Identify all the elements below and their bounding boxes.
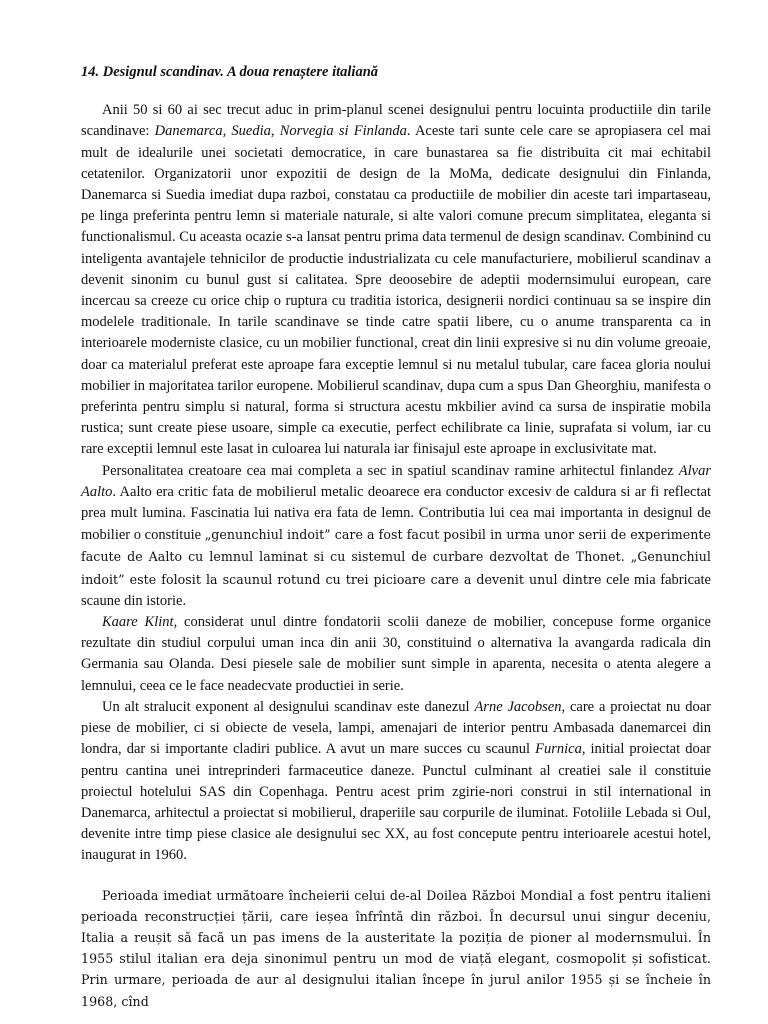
p4-text-a: Un alt stralucit exponent al designului scandinav este danezul	[102, 698, 475, 715]
p2-text-d: cele mia fabricate scaune din istorie.	[81, 571, 711, 609]
paragraph-gap	[81, 867, 711, 885]
p4-chair: Furnica	[535, 741, 582, 758]
p2-name: Alvar Aalto	[81, 462, 711, 500]
paragraph-scandinavian-design	[81, 100, 711, 460]
section-title: 14. Designul scandinav. A doua renaștere italiană	[81, 64, 379, 80]
document-page	[81, 62, 711, 1012]
paragraph-italian-renaissance: Perioada imediat următoare încheierii celui de-al Doilea Război Mondial a fost pentru italieni perioada reconstrucției țării, care ieșea înfrîntă din război. În decursul unui singur deceniu, Italia a reușit să facă un pas imens de la austeritate la poziția de pioner al modernsmului. În 1955 stilul italian era deja sinonimul pentru un mod de viață elegant, cosmopolit și sofisticat. Prin urmare, perioada de aur al designului italian începe în jurul anilor 1955 și se încheie în 1968, cînd	[81, 887, 711, 1009]
p1-countries: Danemarca, Suedia, Norvegia si Finlanda	[154, 123, 407, 140]
paragraph-alvar-aalto	[81, 461, 711, 612]
p4-text-c: , initial proiectat doar pentru cantina unei intreprinderi farmaceutice daneze. Punctul culminant al creatiei sale il constituie proiectul hotelului SAS din Copenhaga. Pentru acest prim zgirie-nori construi in stil international in Danemarca, arhitectul a proiectat si mobilierul, draperiile sau corpurile de iluminat. Fotoliile Lebada si Oul, devenite intre timp piese clasice ale designului sec XX, au fost concepute pentru interioarele acestui hotel, inaugurat in 1960.	[81, 741, 711, 864]
paragraph-kaare-klint	[81, 612, 711, 697]
p2-text-c: „genunchiul indoit” care a fost facut posibil in urma unor serii de experimente facute de Aalto cu lemnul laminat si cu sistemul de curbare dezvoltat de Thonet. „Genunchiul indoit” este folosit la scaunul rotund cu trei picioare care a devenit unul dintre	[81, 527, 711, 587]
p2-text-b: . Aalto era critic fata de mobilierul metalic deoarece era conductor excesiv de caldura si ar fi reflectat prea mult lumina. Fascinatia lui nativa era fata de lemn. Contributia lui cea mai importanta in designul de mobilier o constituie	[81, 483, 711, 544]
p4-text-b: , care a proiectat nu doar piese de mobilier, ci si obiecte de vesela, lampi, amenajari de interior pentru Ambasada danemarcei din londra, dar si importante cladiri publice. A avut un mare succes cu scaunul	[81, 698, 712, 758]
paragraph-arne-jacobsen	[81, 697, 711, 867]
p3-name: Kaare Klint	[102, 614, 174, 631]
p1-text-a: Anii 50 si 60 ai sec trecut aduc in prim-planul scenei designului pentru locuinta productiile din tarile scandinave:	[81, 102, 711, 140]
p4-name: Arne Jacobsen	[474, 698, 562, 715]
p2-text-a: Personalitatea creatoare cea mai completa a sec in spatiul scandinav ramine arhitectul finlandez	[102, 462, 679, 479]
p1-text-b: . Aceste tari sunte cele care se apropiasera cel mai mult de idealurile unei societati democratice, in care bunastarea sa fie distribuita cit mai echitabil cetatenilor. Organizatorii unor expozitii de design de la MoMa, dedicate designului din Finlanda, Danemarca si Suedia imediat dupa razboi, constatau ca productiile de mobilier din aceste tari impartaseau, pe linga preferinta pentru lemn si materiale naturale, si alte valori comune precum simplitatea, eleganta si functionalismul. Cu aceasta ocazie s-a lansat pentru prima data termenul de design scandinav. Combinind cu inteligenta avantajele tehnicilor de productie industrializata cu cele manufacturiere, mobilierul scandinav a devenit sinonim cu bunul gust si calitatea. Spre deoosebire de adeptii modernsimului european, care incercau sa creeze cu orice chip o ruptura cu traditia istorica, designerii nordici continuau sa se inspire din modelele traditionale. In tarile scandinave se tinde catre spatii libere, cu o anume transparenta ca in interioarele moderniste clasice, cu un mobilier functional, creat din linii expresive si nu din volume greoaie, doar ca materialul preferat este aproape fara exceptie lemnul si nu metalul tubular, care facea gloria noului mobilier in majoritatea tarilor europene. Mobilierul scandinav, dupa cum a spus Dan Gheorghiu, manifesta o preferinta pentru simplu si natural, forma si structura acestu mkbilier avind ca sursa de inspiratie mobila rustica; sunt create piese usoare, simple ca executie, perfect echilibrate ca linie, suprafata si volum, iar cu rare exceptii lemnul este lasat in culoarea lui naturala iar finisajul este aproape in exclusivitate mat.	[81, 123, 711, 458]
p3-text-b: , considerat unul dintre fondatorii scolii daneze de mobilier, concepuse forme organice rezultate din studiul corpului uman inca din anii 30, constituind o alternativa la avangarda radicala din Germania sau Olanda. Desi piesele sale de mobilier sunt simple in aparenta, necesita o atenta alegere a lemnului, ceea ce le face neadecvate productiei in serie.	[81, 614, 711, 694]
